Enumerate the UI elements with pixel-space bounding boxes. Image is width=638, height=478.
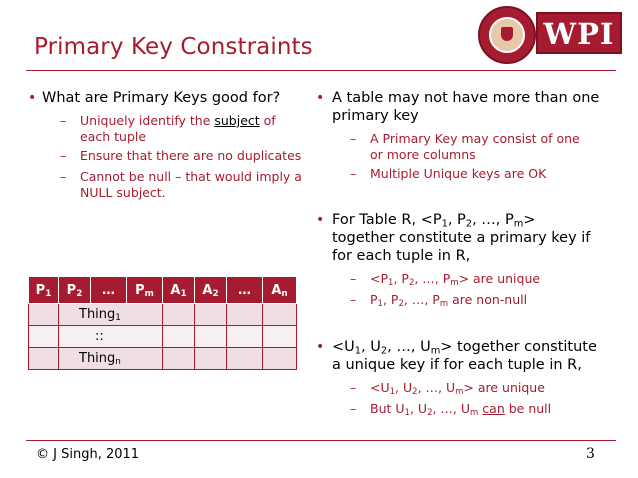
footer-copyright: © J Singh, 2011 <box>36 447 140 462</box>
dash-icon: – <box>350 271 357 286</box>
right-sub-4: $P_1$, $P_2$, …, $P_m$ are non-null <box>370 292 528 310</box>
table-cell <box>227 304 263 326</box>
wpi-seal-icon <box>478 6 536 64</box>
right-sub-2: Multiple Unique keys are OK <box>370 166 547 181</box>
table-cell <box>227 348 263 370</box>
left-sub-1-line2: each tuple <box>80 129 147 144</box>
table-header-cell: $A_1$ <box>163 277 195 304</box>
dash-icon: – <box>350 380 357 395</box>
table-cell <box>195 304 227 326</box>
table-cell <box>29 304 59 326</box>
table-row-label: Thing$_n$ <box>59 348 163 370</box>
page-number: 3 <box>586 446 595 462</box>
table-header-row <box>29 277 297 304</box>
table-cell <box>163 326 195 348</box>
title-divider <box>26 70 616 71</box>
slide-title: Primary Key Constraints <box>34 34 313 60</box>
table-row-label: :: <box>59 326 163 348</box>
footer-divider <box>26 440 616 441</box>
right-sub-3: $<P_1$, $P_2$, …, $P_m>$ are unique <box>370 271 541 289</box>
wpi-wordmark-text: WPI <box>543 17 615 51</box>
table-row <box>29 326 297 348</box>
table-header-cell: $A_n$ <box>263 277 297 304</box>
dash-icon: – <box>60 113 67 128</box>
bullet-icon: • <box>316 212 325 228</box>
right-sub-6: But $U_1$, $U_2$, …, $U_m$ can be null <box>370 401 552 419</box>
table-row-label: Thing$_1$ <box>59 304 163 326</box>
dash-icon: – <box>350 292 357 307</box>
left-sub-1-line1: Uniquely identify the subject of <box>80 113 276 128</box>
table-header-cell: … <box>91 277 127 304</box>
table-cell <box>263 304 297 326</box>
right-bullet-2-line2: together constitute a primary key if <box>332 230 591 246</box>
dash-icon: – <box>60 148 67 163</box>
left-bullet-1: What are Primary Keys good for? <box>42 90 281 106</box>
table-cell <box>195 348 227 370</box>
table-header-cell: $P_m$ <box>127 277 163 304</box>
table-cell <box>195 326 227 348</box>
table-cell <box>29 348 59 370</box>
right-bullet-2-line1: For Table R, $<P_1$, $P_2$, …, $P_m>$ <box>332 212 536 230</box>
bullet-icon: • <box>316 90 325 106</box>
table-cell <box>29 326 59 348</box>
table-header-cell: $P_2$ <box>59 277 91 304</box>
primary-key-table <box>28 276 297 370</box>
right-bullet-1-line1: A table may not have more than one <box>332 90 600 106</box>
right-bullet-1-line2: primary key <box>332 108 419 124</box>
wpi-wordmark <box>536 12 622 54</box>
dash-icon: – <box>350 166 357 181</box>
right-sub-1-line1: A Primary Key may consist of one <box>370 131 580 146</box>
table-row <box>29 348 297 370</box>
table-cell <box>163 304 195 326</box>
left-sub-3-line2: NULL subject. <box>80 185 166 200</box>
dash-icon: – <box>60 169 67 184</box>
right-sub-5: $<U_1$, $U_2$, …, $U_m>$ are unique <box>370 380 545 398</box>
table-row <box>29 304 297 326</box>
table-cell <box>227 326 263 348</box>
left-sub-3-line1: Cannot be null – that would imply a <box>80 169 302 184</box>
bullet-icon: • <box>28 90 37 106</box>
table-header-cell: … <box>227 277 263 304</box>
table-cell <box>263 326 297 348</box>
dash-icon: – <box>350 131 357 146</box>
table-header-cell: $P_1$ <box>29 277 59 304</box>
right-bullet-3-line2: a unique key if for each tuple in R, <box>332 357 582 373</box>
right-bullet-2-line3: for each tuple in R, <box>332 248 471 264</box>
left-sub-2: Ensure that there are no duplicates <box>80 148 302 163</box>
wpi-logo <box>478 6 624 64</box>
table-cell <box>163 348 195 370</box>
right-sub-1-line2: or more columns <box>370 147 476 162</box>
right-bullet-3-line1: $<U_1$, $U_2$, …, $U_m>$ together constitute <box>332 339 597 357</box>
bullet-icon: • <box>316 339 325 355</box>
table-cell <box>263 348 297 370</box>
table-header-cell: $A_2$ <box>195 277 227 304</box>
dash-icon: – <box>350 401 357 416</box>
